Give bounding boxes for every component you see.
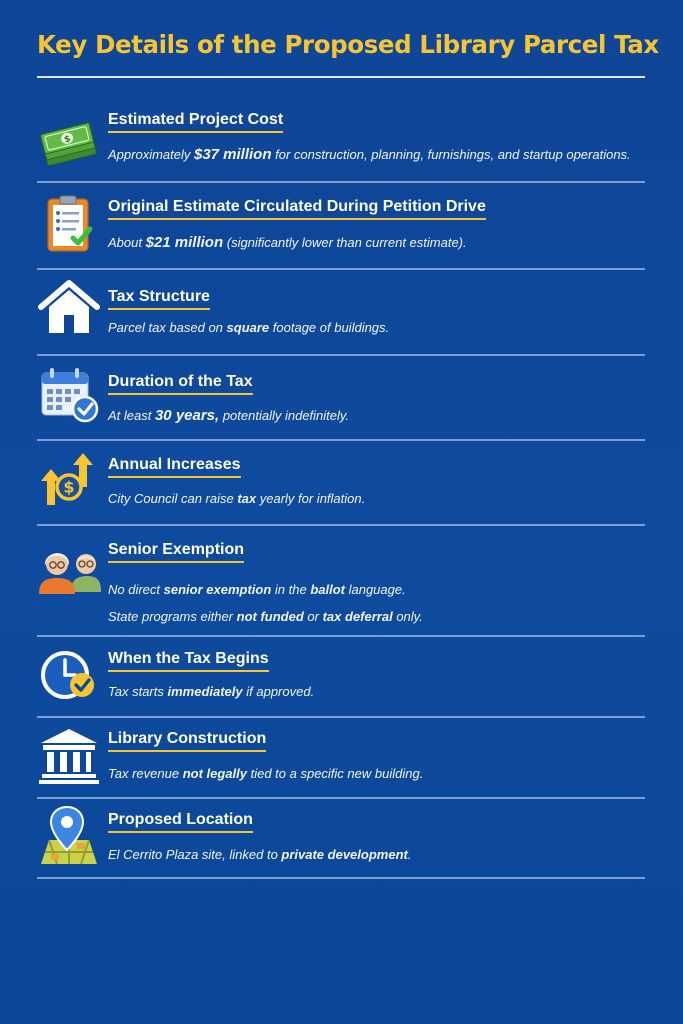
item-heading: Proposed Location [108, 811, 253, 833]
item-proposed-location [37, 803, 645, 877]
description-line [108, 146, 631, 163]
money-stack-icon [37, 110, 101, 174]
item-senior-exemption [37, 530, 645, 634]
item-heading: Original Estimate Circulated During Petition Drive [108, 198, 486, 220]
description-text: No direct [108, 582, 164, 597]
description-text: El Cerrito Plaza site, linked to [108, 847, 282, 862]
house-icon [37, 277, 101, 341]
item-heading: Estimated Project Cost [108, 111, 283, 133]
item-tax-structure [37, 274, 645, 352]
rising-dollar-icon [37, 447, 101, 511]
description-text: Tax starts [108, 684, 168, 699]
svg-text:$: $ [63, 477, 75, 497]
emphasis-text: deferral [345, 609, 393, 624]
library-building-icon [37, 723, 101, 787]
section-divider [37, 877, 645, 879]
section-divider [37, 797, 645, 799]
item-heading: Annual Increases [108, 456, 241, 478]
clock-check-icon [37, 643, 101, 707]
section-divider [37, 635, 645, 637]
description-text: only. [392, 609, 423, 624]
item-library-construction [37, 722, 645, 796]
item-description [108, 847, 411, 862]
description-text: yearly for inflation. [256, 491, 366, 506]
description-text: if approved. [242, 684, 315, 699]
description-text: for construction, planning, furnishings, and startup operations. [271, 147, 631, 162]
emphasis-text: immediately [167, 684, 243, 699]
section-divider [37, 354, 645, 356]
page-title: Key Details of the Proposed Library Parcel Tax [37, 30, 659, 59]
emphasis-text: senior exemption [163, 582, 272, 597]
section-divider [37, 439, 645, 441]
description-text: . [407, 847, 412, 862]
item-heading: When the Tax Begins [108, 650, 269, 672]
item-description [108, 234, 467, 251]
item-duration [37, 360, 645, 438]
description-line [108, 766, 423, 781]
description-line [108, 234, 467, 251]
section-divider [37, 524, 645, 526]
emphasis-text: not funded [236, 609, 304, 624]
emphasis-text: $21 million [145, 234, 224, 251]
description-line [108, 320, 389, 335]
emphasis-text: tax [237, 491, 257, 506]
description-text: tied to a specific new building. [246, 766, 424, 781]
description-text: footage of buildings. [269, 320, 390, 335]
description-text: City Council can raise [108, 491, 238, 506]
description-line [108, 684, 314, 699]
emphasis-text: $37 million [193, 146, 272, 163]
description-line [108, 491, 365, 506]
description-text: State programs either [108, 609, 237, 624]
description-text: About [108, 235, 146, 250]
seniors-icon [37, 534, 101, 598]
item-description [108, 684, 314, 699]
item-annual-increases [37, 445, 645, 523]
emphasis-text: tax [322, 609, 342, 624]
item-description [108, 407, 349, 424]
description-text: Parcel tax based on [108, 320, 227, 335]
item-estimated-project-cost [37, 100, 645, 180]
description-line [108, 576, 423, 603]
item-heading: Library Construction [108, 730, 266, 752]
title-divider [37, 76, 645, 78]
emphasis-text: private development [281, 847, 408, 862]
item-heading: Duration of the Tax [108, 373, 253, 395]
description-text: potentially indefinitely. [219, 408, 350, 423]
description-line [108, 603, 423, 630]
item-description [108, 320, 389, 335]
section-divider [37, 268, 645, 270]
item-description [108, 766, 423, 781]
item-description [108, 576, 423, 630]
description-text: Approximately [108, 147, 194, 162]
description-line [108, 407, 349, 424]
clipboard-checklist-icon [37, 192, 101, 256]
description-text: (significantly lower than current estimate). [223, 235, 467, 250]
item-when-tax-begins [37, 641, 645, 715]
section-divider [37, 716, 645, 718]
item-description [108, 146, 631, 163]
description-text: Tax revenue [108, 766, 183, 781]
calendar-check-icon [37, 363, 101, 427]
item-heading: Senior Exemption [108, 541, 244, 563]
item-original-estimate [37, 186, 645, 266]
item-description [108, 491, 365, 506]
emphasis-text: ballot [310, 582, 345, 597]
description-text: or [303, 609, 323, 624]
emphasis-text: not legally [182, 766, 247, 781]
map-pin-icon [37, 804, 101, 868]
item-heading: Tax Structure [108, 288, 210, 310]
emphasis-text: square [226, 320, 270, 335]
description-text: in the [271, 582, 311, 597]
emphasis-text: 30 years, [154, 407, 220, 424]
description-text: language. [344, 582, 406, 597]
svg-text:$: $ [63, 134, 72, 146]
section-divider [37, 181, 645, 183]
description-text: At least [108, 408, 155, 423]
description-line [108, 847, 411, 862]
